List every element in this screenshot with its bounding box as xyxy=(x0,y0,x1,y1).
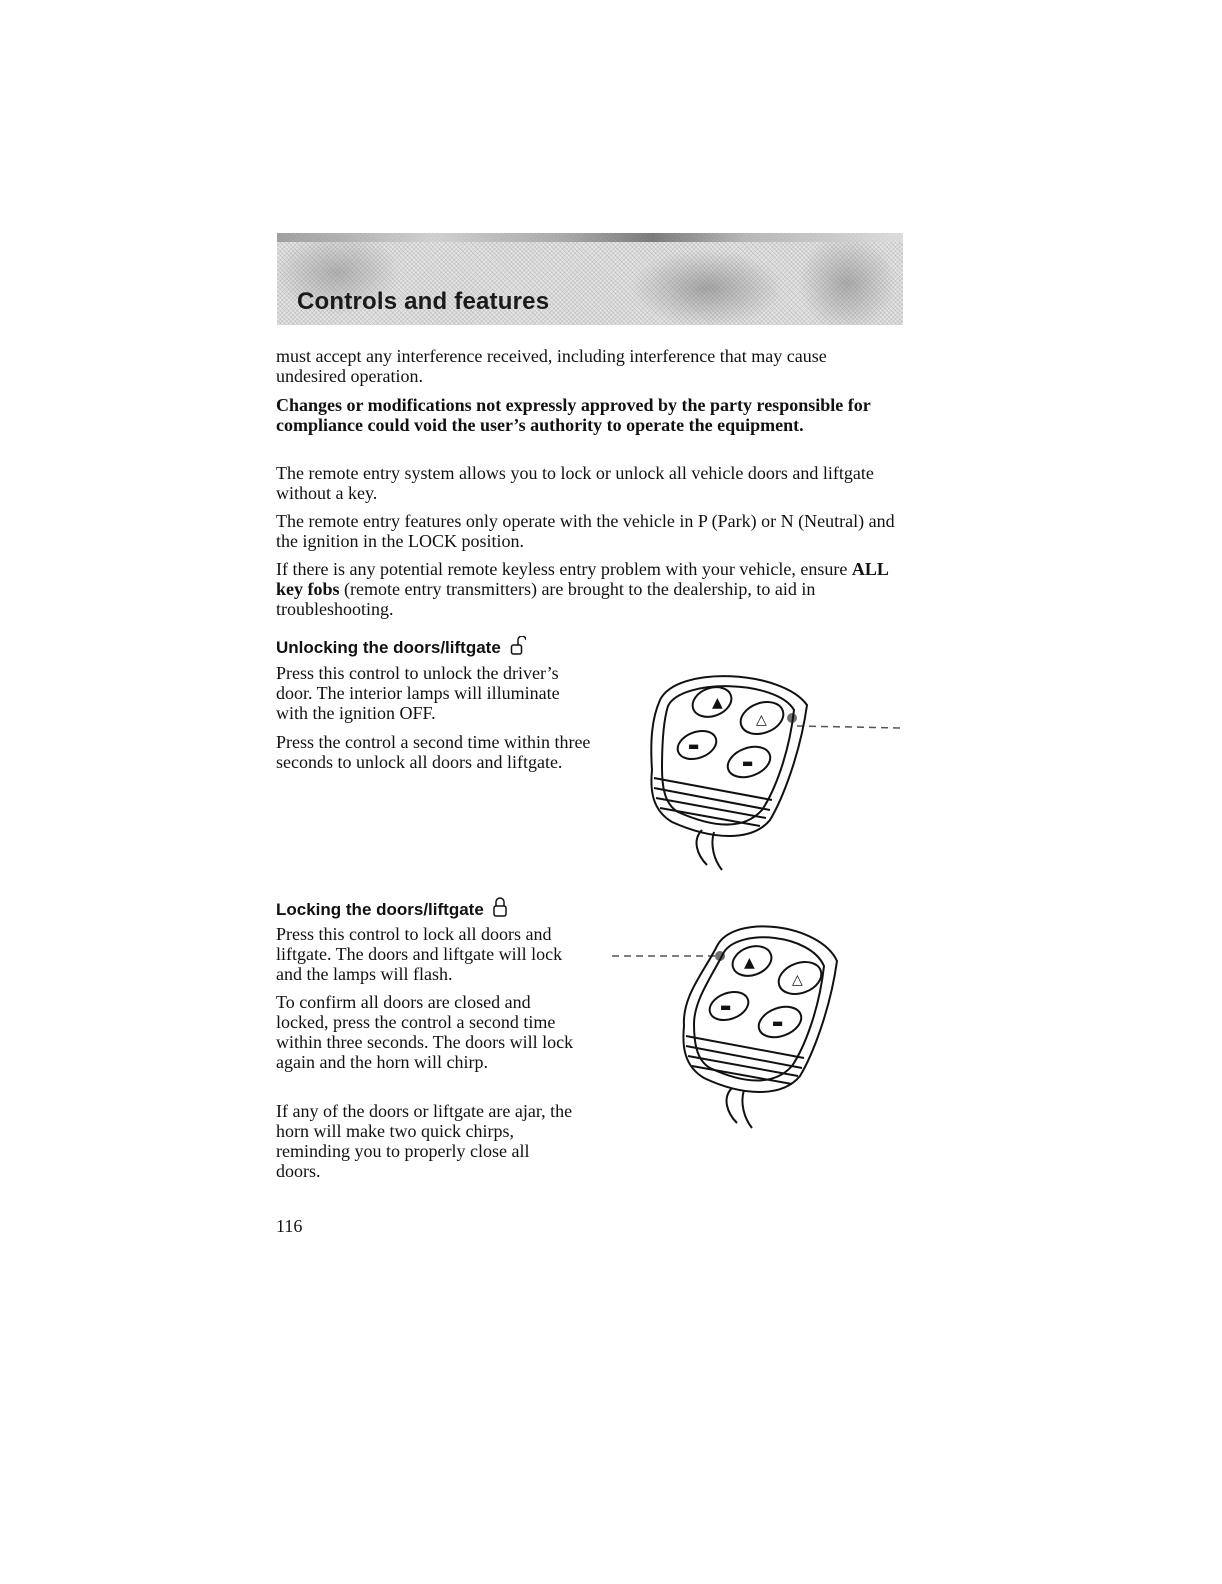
unlocking-paragraph-2: Press the control a second time within three seconds to unlock all doors and liftgate. xyxy=(276,732,591,772)
locking-paragraph-3: If any of the doors or liftgate are ajar, the horn will make two quick chirps, reminding you to properly close all doors. xyxy=(276,1101,573,1181)
unlock-icon xyxy=(510,636,526,656)
section-title: Controls and features xyxy=(297,288,550,315)
svg-text:▬: ▬ xyxy=(772,1016,784,1030)
page-number: 116 xyxy=(276,1216,303,1236)
svg-text:▲: ▲ xyxy=(712,695,723,711)
svg-text:△: △ xyxy=(756,712,767,728)
paragraph-troubleshooting: If there is any potential remote keyless entry problem with your vehicle, ensure ALL key fobs (remote entry transmitters) are brought to the dealership, to aid in troubleshooting. xyxy=(276,559,888,619)
key-fob-lock-illustration xyxy=(612,916,852,1136)
paragraph-warning: Changes or modifications not expressly approved by the party responsible for compliance could void the user’s authority to operate the equipment. xyxy=(276,395,871,435)
svg-text:▬: ▬ xyxy=(720,1000,732,1014)
lock-icon xyxy=(493,896,507,918)
paragraph-interference: must accept any interference received, including interference that may cause undesired operation. xyxy=(276,346,827,386)
locking-heading: Locking the doors/liftgate xyxy=(276,896,507,920)
unlocking-paragraph-1: Press this control to unlock the driver’s door. The interior lamps will illuminate with the ignition OFF. xyxy=(276,663,560,723)
paragraph-remote-entry: The remote entry system allows you to lock or unlock all vehicle doors and liftgate without a key. xyxy=(276,463,874,503)
svg-text:△: △ xyxy=(792,972,803,988)
svg-text:▬: ▬ xyxy=(742,756,754,770)
svg-text:▬: ▬ xyxy=(688,739,700,753)
key-fob-unlock-illustration xyxy=(632,660,907,875)
locking-paragraph-1: Press this control to lock all doors and liftgate. The doors and liftgate will lock and the lamps will flash. xyxy=(276,924,563,984)
unlocking-heading: Unlocking the doors/liftgate xyxy=(276,636,526,658)
paragraph-park-neutral: The remote entry features only operate with the vehicle in P (Park) or N (Neutral) and the ignition in the LOCK position. xyxy=(276,511,895,551)
section-banner xyxy=(277,233,903,325)
svg-text:▲: ▲ xyxy=(744,955,755,971)
locking-paragraph-2: To confirm all doors are closed and locked, press the control a second time within three seconds. The doors will lock again and the horn will chirp. xyxy=(276,992,574,1072)
